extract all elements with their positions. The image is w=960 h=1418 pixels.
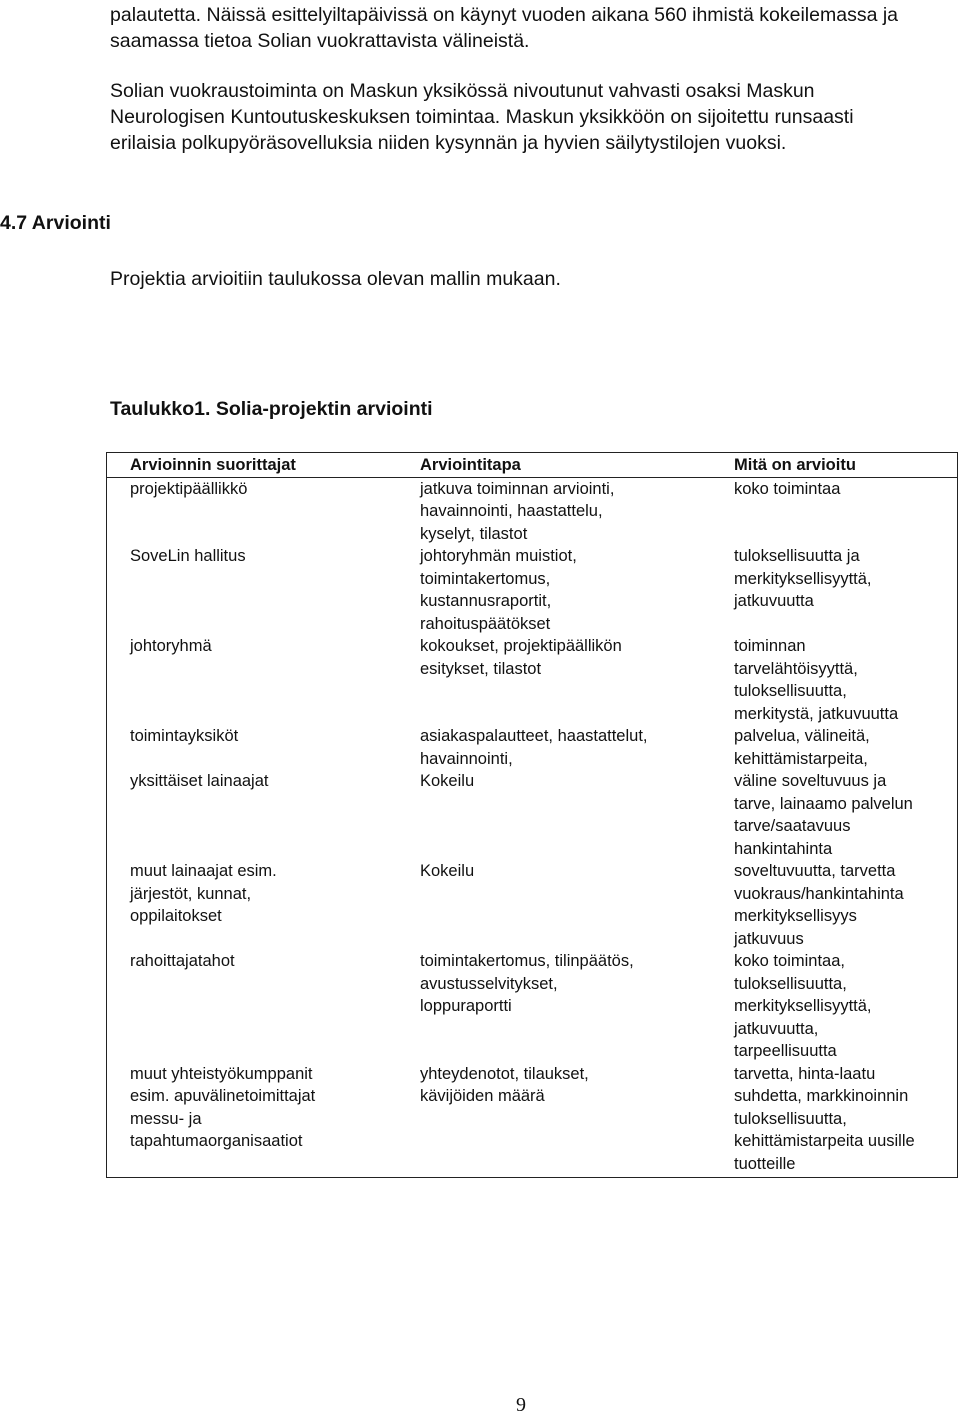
table-cell-evaluated (712, 725, 958, 770)
cell-line: merkityksellisyys (734, 907, 857, 925)
table-cell-evaluated (712, 1063, 958, 1178)
column-header-evaluated: Mitä on arvioitu (712, 453, 958, 478)
cell-line: jatkuvuutta (734, 592, 814, 610)
cell-line: koko toimintaa, (734, 952, 845, 970)
cell-line: messu- ja (130, 1109, 202, 1128)
cell-line: merkityksellisyyttä, (734, 997, 872, 1015)
table-cell-evaluated (712, 477, 958, 545)
table-row (107, 477, 958, 545)
cell-line: asiakaspalautteet, haastattelut, (420, 727, 648, 745)
cell-line: kustannusraportit, (420, 592, 552, 610)
table-header-row (107, 453, 958, 478)
cell-line: toiminnan (734, 637, 806, 655)
table-body (107, 477, 958, 1178)
table-row (107, 635, 958, 725)
table-cell-method (400, 477, 712, 545)
paragraph-masku-unit: Solian vuokraustoiminta on Maskun yksikössä nivoutunut vahvasti osaksi Maskun Neurologisen Kuntoutuskeskuksen toimintaa. Maskun yksikköön on sijoitettu runsaasti erilaisia polkupyöräsovelluksia niiden kysynnän ja hyvien säilytystilojen vuoksi. (110, 80, 854, 154)
column-header-method: Arviointitapa (400, 453, 712, 478)
cell-line: kokoukset, projektipäällikön (420, 637, 622, 655)
paragraph-intro-continuation: palautetta. Näissä esittelyiltapäivissä on käynyt vuoden aikana 560 ihmistä kokeilemassa ja saamassa tietoa Solian vuokrattavista välineistä. (110, 4, 899, 52)
cell-line: esim. apuvälinetoimittajat (130, 1087, 316, 1105)
cell-line: tarve/saatavuus (734, 817, 851, 835)
cell-line: johtoryhmän muistiot, (420, 547, 577, 565)
cell-line: jatkuvuutta, (734, 1019, 819, 1038)
cell-line: järjestöt, kunnat, (130, 884, 252, 903)
page-number: 9 (516, 1394, 526, 1416)
table-cell-method (400, 635, 712, 725)
cell-line: vuokraus/hankintahinta (734, 884, 904, 903)
cell-line: toimintakertomus, tilinpäätös, (420, 952, 634, 970)
table-cell-method (400, 1063, 712, 1178)
table-row (107, 770, 958, 860)
cell-line: koko toimintaa (734, 479, 841, 498)
table-cell-evaluated (712, 545, 958, 635)
cell-line: rahoituspäätökset (420, 614, 551, 633)
cell-line: havainnointi, haastattelu, (420, 502, 603, 520)
table-cell-evaluated (712, 860, 958, 950)
table-row (107, 545, 958, 635)
table-cell-evaluator (107, 545, 401, 635)
cell-line: tuloksellisuutta, (734, 1109, 847, 1128)
cell-line: SoveLin hallitus (130, 547, 246, 565)
cell-line: yksittäiset lainaajat (130, 772, 269, 790)
evaluation-table (106, 452, 958, 1178)
table-row (107, 1063, 958, 1178)
cell-line: palvelua, välineitä, (734, 727, 870, 745)
table-cell-method (400, 770, 712, 860)
cell-line: rahoittajatahot (130, 952, 235, 970)
table-header (107, 453, 958, 478)
cell-line: tuloksellisuutta, (734, 682, 847, 700)
cell-line: väline soveltuvuus ja (734, 772, 887, 790)
cell-line: tarve, lainaamo palvelun (734, 794, 913, 813)
cell-line: yhteydenotot, tilaukset, (420, 1064, 589, 1083)
table-cell-method (400, 545, 712, 635)
cell-line: tarvetta, hinta-laatu (734, 1064, 876, 1083)
table-cell-evaluator (107, 725, 401, 770)
cell-line: esitykset, tilastot (420, 659, 542, 678)
table-cell-method (400, 950, 712, 1063)
section-heading: 4.7 Arviointi (0, 212, 111, 234)
cell-line: tuloksellisuutta ja (734, 547, 860, 565)
cell-line: Kokeilu (420, 772, 475, 790)
cell-line: oppilaitokset (130, 907, 222, 925)
table-cell-evaluator (107, 635, 401, 725)
table-cell-evaluator (107, 1063, 401, 1178)
cell-line: kehittämistarpeita, (734, 749, 868, 768)
cell-line: loppuraportti (420, 997, 512, 1015)
cell-line: merkitystä, jatkuvuutta (734, 704, 899, 723)
column-header-evaluators: Arvioinnin suorittajat (107, 453, 401, 478)
table-caption: Taulukko1. Solia-projektin arviointi (110, 398, 433, 420)
table-cell-method (400, 860, 712, 950)
cell-line: soveltuvuutta, tarvetta (734, 862, 896, 880)
cell-line: projektipäällikkö (130, 479, 248, 498)
cell-line: kyselyt, tilastot (420, 524, 528, 543)
cell-line: tuotteille (734, 1154, 796, 1173)
table-row (107, 725, 958, 770)
table-cell-evaluated (712, 770, 958, 860)
cell-line: tapahtumaorganisaatiot (130, 1132, 303, 1150)
cell-line: toimintayksiköt (130, 727, 239, 745)
table-row (107, 860, 958, 950)
table-cell-evaluated (712, 635, 958, 725)
cell-line: jatkuvuus (734, 929, 804, 948)
cell-line: tarvelähtöisyyttä, (734, 659, 858, 678)
cell-line: havainnointi, (420, 749, 513, 768)
table-cell-evaluator (107, 860, 401, 950)
cell-line: muut lainaajat esim. (130, 862, 277, 880)
table-cell-evaluator (107, 477, 401, 545)
table-cell-evaluator (107, 770, 401, 860)
cell-line: tuloksellisuutta, (734, 974, 847, 993)
table-cell-method (400, 725, 712, 770)
cell-line: kävijöiden määrä (420, 1087, 545, 1105)
cell-line: johtoryhmä (130, 637, 212, 655)
table-cell-evaluator (107, 950, 401, 1063)
cell-line: kehittämistarpeita uusille (734, 1132, 915, 1150)
cell-line: toimintakertomus, (420, 569, 551, 588)
cell-line: tarpeellisuutta (734, 1042, 837, 1060)
cell-line: suhdetta, markkinoinnin (734, 1087, 909, 1105)
cell-line: avustusselvitykset, (420, 974, 558, 993)
cell-line: Kokeilu (420, 862, 475, 880)
cell-line: muut yhteistyökumppanit (130, 1064, 313, 1083)
cell-line: jatkuva toiminnan arviointi, (420, 479, 615, 498)
cell-line: merkityksellisyyttä, (734, 569, 872, 588)
paragraph-evaluation-intro: Projektia arvioitiin taulukossa olevan mallin mukaan. (110, 268, 561, 290)
table-cell-evaluated (712, 950, 958, 1063)
table-row (107, 950, 958, 1063)
cell-line: hankintahinta (734, 839, 833, 858)
